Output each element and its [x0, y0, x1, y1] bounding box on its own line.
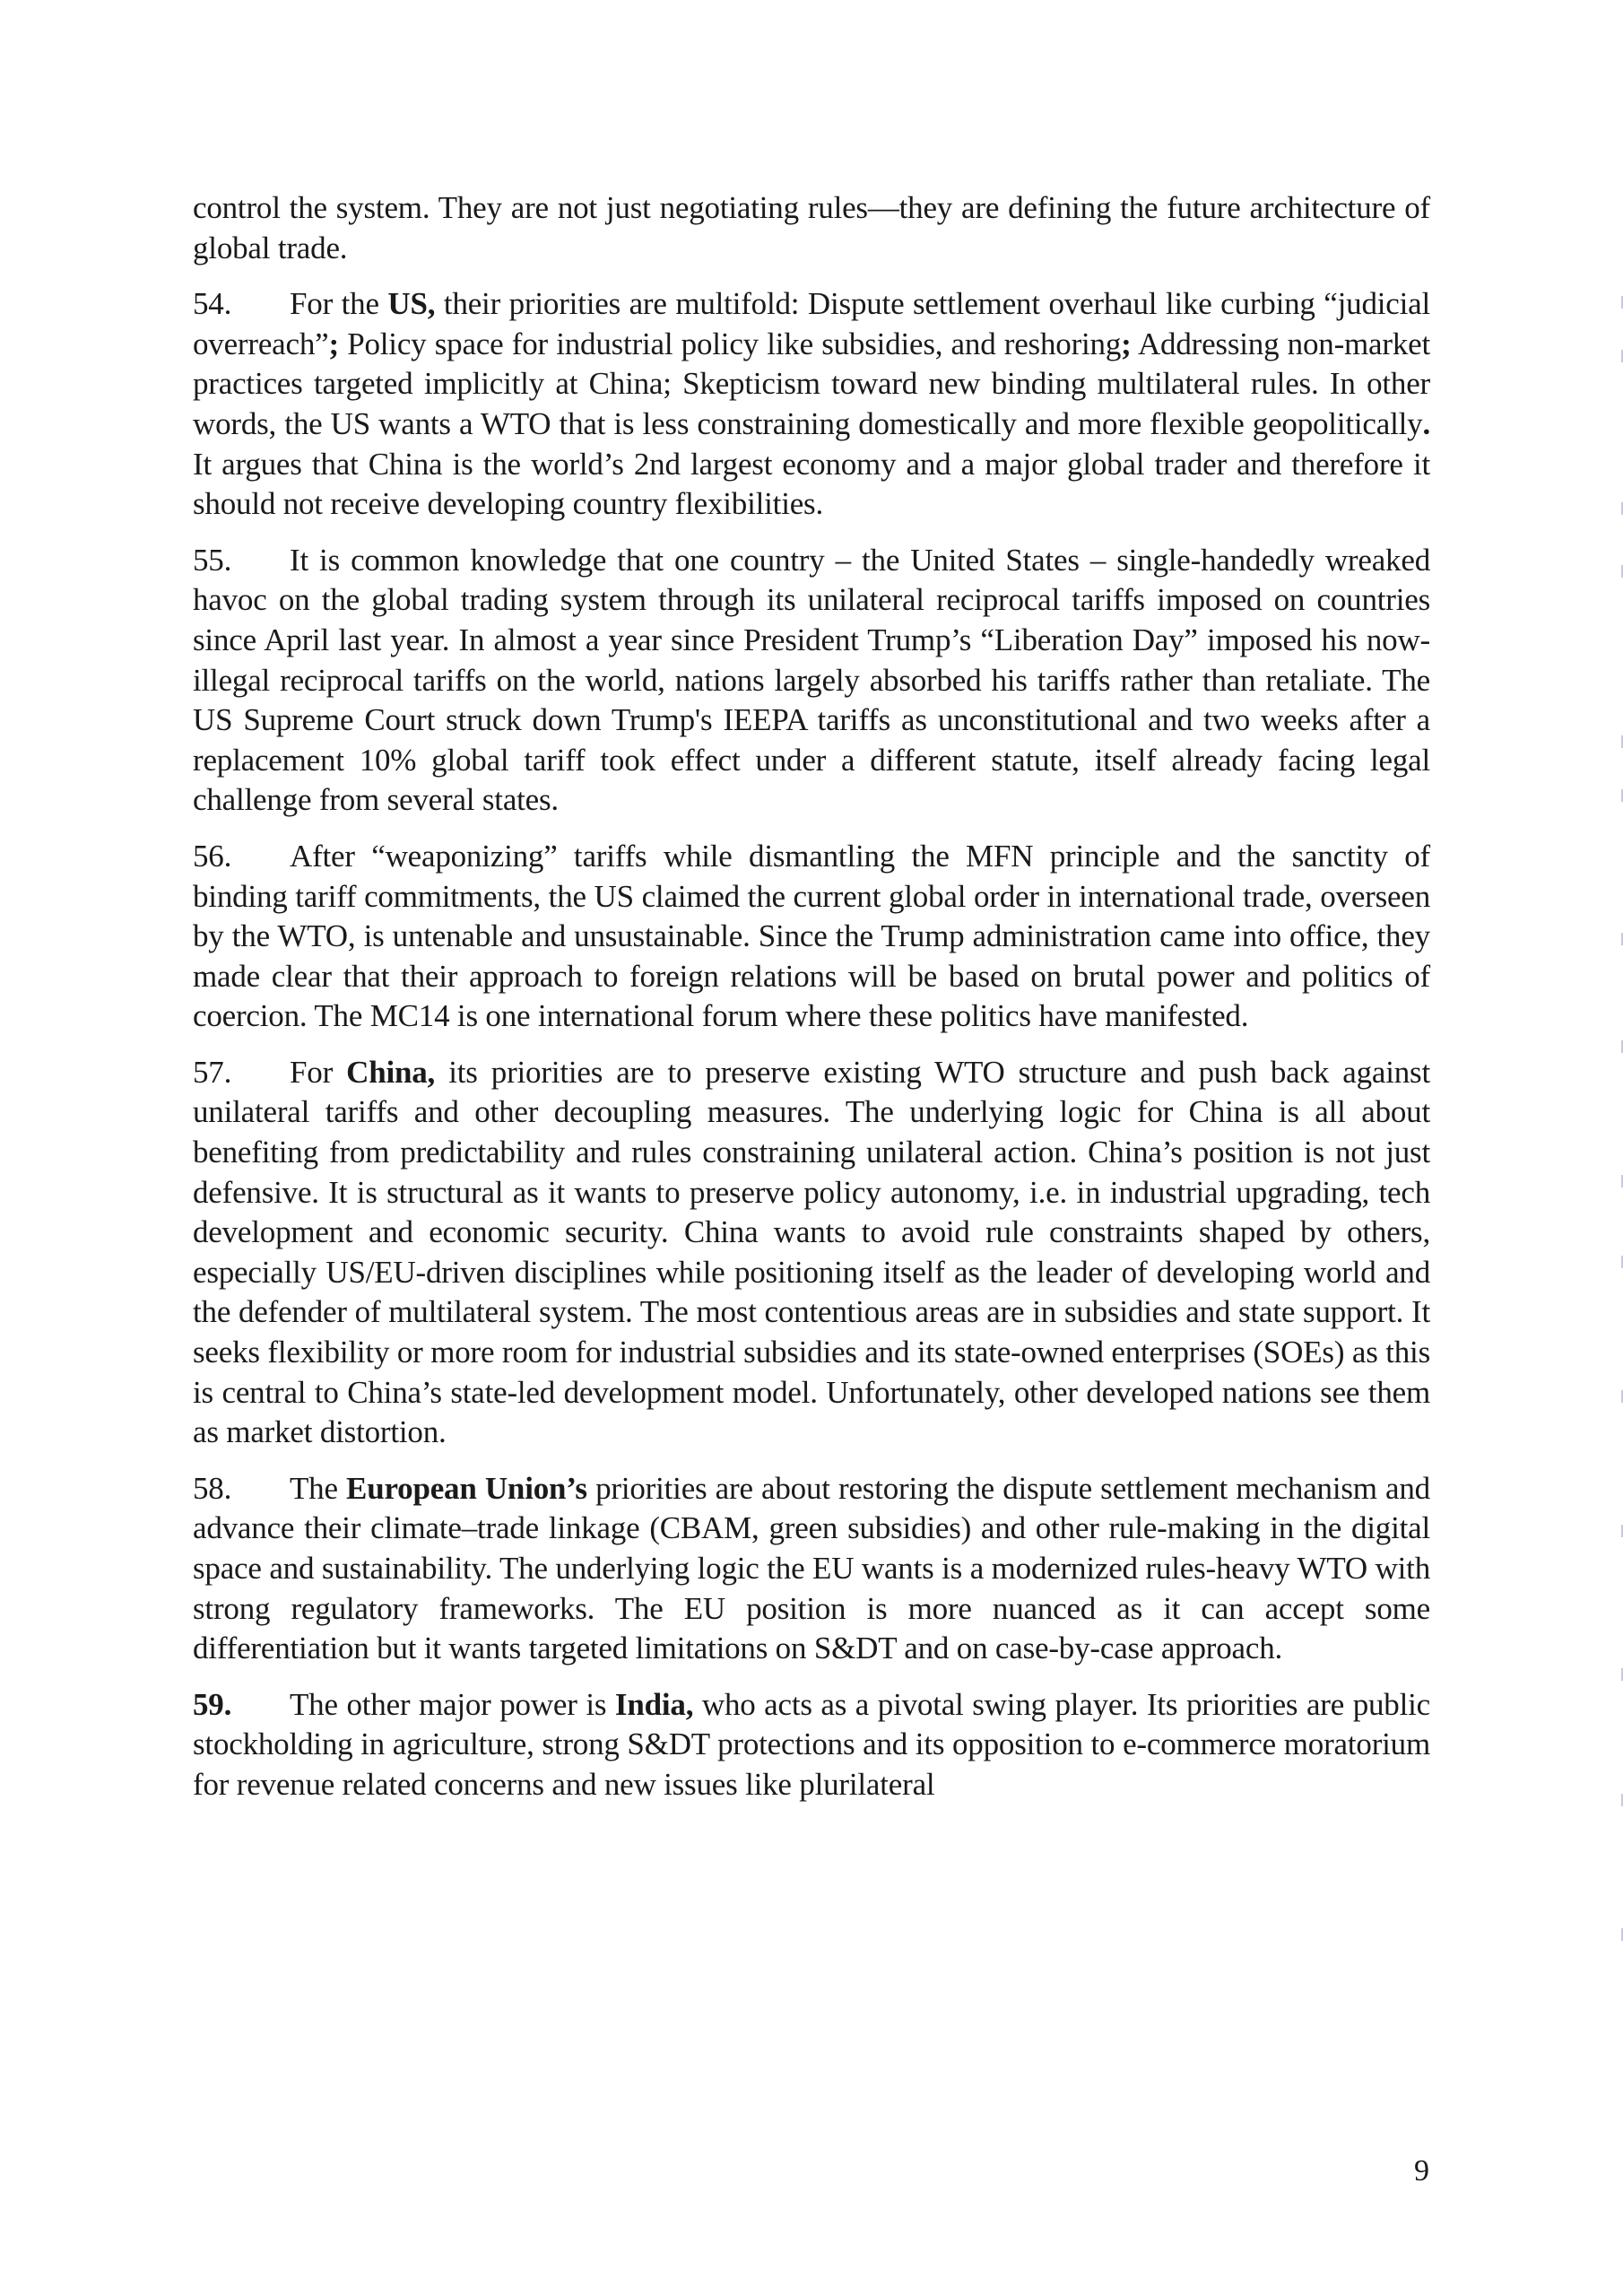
text-segment: The	[290, 1470, 347, 1506]
bold-text-segment: India,	[614, 1686, 694, 1722]
paragraph-continuation	[193, 188, 1430, 268]
text-segment: control the system. They are not just negotiating rules—they are defining the future architecture of global trade.	[193, 190, 1430, 265]
text-segment: their priorities are multifold: Dispute settlement overhaul like curbing “judicial overreach”	[193, 286, 1431, 361]
text-segment: who acts as a pivotal swing player. Its priorities are public stockholding in agriculture, strong S&DT protections and its opposition to e-commerce moratorium for revenue related concerns and new issues like plurilateral	[193, 1686, 1430, 1802]
bold-text-segment: European Union’s	[346, 1470, 587, 1506]
bold-text-segment: .	[1422, 405, 1430, 441]
text-segment: For the	[290, 286, 388, 322]
text-segment: For	[290, 1054, 347, 1090]
text-segment: It argues that China is the world’s 2nd largest economy and a major global trader and therefore it should not receive developing country flexibilities.	[193, 446, 1430, 522]
paragraph-number: 55.	[193, 542, 232, 578]
paragraph-number: 57.	[193, 1054, 232, 1090]
text-segment: The other major power is	[290, 1686, 615, 1722]
page-body	[193, 188, 1430, 1822]
bold-text-segment: ;	[328, 326, 339, 361]
paragraph-number: 56.	[193, 838, 232, 874]
text-segment: It is common knowledge that one country – the United States – single-handedly wreaked havoc on the global trading system through its unilateral reciprocal tariffs imposed on countries since April last year. In almost a year since President Trump’s “Liberation Day” imposed his now-illegal reciprocal tariffs on the world, nations largely absorbed his tariffs rather than retaliate. The US Supreme Court struck down Trump's IEEPA tariffs as unconstitutional and two weeks after a replacement 10% global tariff took effect under a different statute, itself already facing legal challenge from several states.	[193, 542, 1430, 818]
bold-text-segment: China,	[346, 1054, 436, 1090]
bold-text-segment: ;	[1121, 326, 1132, 361]
page-number: 9	[1414, 2154, 1429, 2187]
paragraph-number: 58.	[193, 1470, 232, 1506]
paragraph-55	[193, 541, 1430, 821]
paragraph-58	[193, 1469, 1430, 1669]
text-segment: Addressing non-market practices targeted implicitly at China; Skepticism toward new binding multilateral rules. In other words, the US wants a WTO that is less constraining domestically and more flexible geopolitically	[193, 326, 1430, 441]
paragraph-54	[193, 284, 1430, 525]
text-segment: priorities are about restoring the dispute settlement mechanism and advance their climate–trade linkage (CBAM, green subsidies) and other rule-making in the digital space and sustainability. The underlying logic the EU wants is a modernized rules-heavy WTO with strong regulatory frameworks. The EU position is more nuanced as it can accept some differentiation but it wants targeted limitations on S&DT and on case-by-case approach.	[193, 1470, 1430, 1666]
bold-text-segment: US,	[387, 286, 436, 322]
text-segment: After “weaponizing” tariffs while dismantling the MFN principle and the sanctity of binding tariff commitments, the US claimed the current global order in international trade, overseen by the WTO, is untenable and unsustainable. Since the Trump administration came into office, they made clear that their approach to foreign relations will be based on brutal power and politics of coercion. The MC14 is one international forum where these politics have manifested.	[193, 838, 1430, 1034]
paragraph-number: 54.	[193, 286, 232, 322]
paragraph-56	[193, 837, 1430, 1037]
text-segment: its priorities are to preserve existing WTO structure and push back against unilateral tariffs and other decoupling measures. The underlying logic for China is all about benefiting from predictability and rules constraining unilateral action. China’s position is not just defensive. It is structural as it wants to preserve policy autonomy, i.e. in industrial upgrading, tech development and economic security. China wants to avoid rule constraints shaped by others, especially US/EU-driven disciplines while positioning itself as the leader of developing world and the defender of multilateral system. The most contentious areas are in subsidies and state support. It seeks flexibility or more room for industrial subsidies and its state-owned enterprises (SOEs) as this is central to China’s state-led development model. Unfortunately, other developed nations see them as market distortion.	[193, 1054, 1430, 1450]
paragraph-57	[193, 1053, 1430, 1453]
text-segment: Policy space for industrial policy like subsidies, and reshoring	[338, 326, 1122, 361]
paragraph-number: 59.	[193, 1686, 232, 1722]
paragraph-59	[193, 1685, 1430, 1805]
